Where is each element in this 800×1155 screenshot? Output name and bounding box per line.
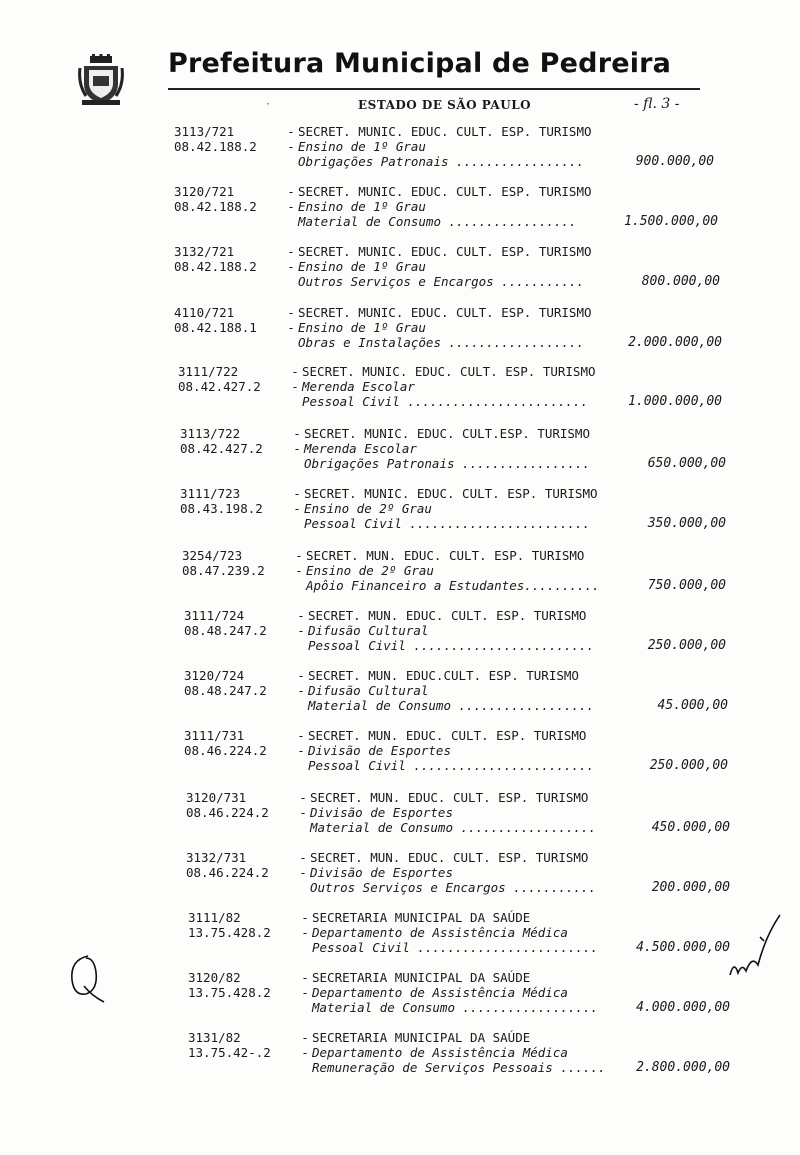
program-name: Difusão Cultural <box>308 683 429 698</box>
program-name: Difusão Cultural <box>308 623 429 638</box>
account-code: 3132/721 <box>174 244 235 259</box>
program-code: 08.47.239.2 <box>182 563 265 578</box>
program-code: 08.46.224.2 <box>184 743 267 758</box>
separator-dash: - <box>301 1045 309 1060</box>
separator-dash: - <box>287 139 295 154</box>
program-name: Ensino de 1º Grau <box>298 259 426 274</box>
handwritten-initial-icon <box>64 950 112 1005</box>
separator-dash: - <box>297 683 305 698</box>
program-code: 13.75.42-.2 <box>188 1045 271 1060</box>
separator-dash: - <box>293 426 301 441</box>
account-code: 3132/731 <box>186 850 247 865</box>
budget-entry <box>184 728 728 773</box>
separator-dash: - <box>297 608 305 623</box>
entry-amount: 4.500.000,00 <box>636 940 730 955</box>
department-name: SECRET. MUN. EDUC. CULT. ESP. TURISMO <box>310 790 589 805</box>
expense-category: Pessoal Civil ........................ <box>308 638 594 653</box>
entry-amount: 350.000,00 <box>647 516 726 531</box>
separator-dash: - <box>301 925 309 940</box>
separator-dash: - <box>287 259 295 274</box>
program-name: Merenda Escolar <box>302 379 415 394</box>
separator-dash: - <box>287 244 295 259</box>
program-name: Divisão de Esportes <box>310 805 453 820</box>
budget-entry <box>182 548 726 593</box>
account-code: 3111/722 <box>178 364 239 379</box>
folio-number: - fl. 3 - <box>634 96 680 112</box>
expense-category: Material de Consumo .................. <box>312 1000 598 1015</box>
entry-amount: 450.000,00 <box>651 820 730 835</box>
separator-dash: - <box>299 790 307 805</box>
program-code: 08.42.427.2 <box>180 441 263 456</box>
account-code: 3111/724 <box>184 608 245 623</box>
expense-category: Obrigações Patronais ................. <box>298 154 584 169</box>
account-code: 3113/721 <box>174 124 235 139</box>
budget-entry <box>184 608 726 653</box>
account-code: 3111/723 <box>180 486 241 501</box>
entry-amount: 2.800.000,00 <box>636 1060 730 1075</box>
expense-category: Pessoal Civil ........................ <box>304 516 590 531</box>
department-name: SECRET. MUNIC. EDUC. CULT. ESP. TURISMO <box>298 244 592 259</box>
separator-dash: - <box>301 1030 309 1045</box>
program-name: Ensino de 1º Grau <box>298 320 426 335</box>
separator-dash: - <box>299 850 307 865</box>
separator-dash: - <box>287 199 295 214</box>
budget-entry <box>180 486 726 531</box>
budget-entry <box>186 850 730 895</box>
separator-dash: - <box>297 743 305 758</box>
budget-entry <box>184 668 728 713</box>
department-name: SECRET. MUNIC. EDUC. CULT. ESP. TURISMO <box>298 305 592 320</box>
program-code: 08.46.224.2 <box>186 865 269 880</box>
expense-category: Pessoal Civil ........................ <box>312 940 598 955</box>
entry-amount: 800.000,00 <box>641 274 720 289</box>
separator-dash: - <box>287 320 295 335</box>
separator-dash: - <box>291 364 299 379</box>
budget-entry <box>186 790 730 835</box>
entry-amount: 200.000,00 <box>651 880 730 895</box>
account-code: 3120/82 <box>188 970 241 985</box>
expense-category: Obrigações Patronais ................. <box>304 456 590 471</box>
separator-dash: - <box>295 563 303 578</box>
entry-amount: 750.000,00 <box>647 578 726 593</box>
account-code: 3111/82 <box>188 910 241 925</box>
separator-dash: - <box>301 970 309 985</box>
expense-category: Apôio Financeiro a Estudantes.......... <box>306 578 600 593</box>
separator-dash: - <box>297 623 305 638</box>
budget-entry <box>180 426 726 471</box>
expense-category: Remuneração de Serviços Pessoais ...... <box>312 1060 606 1075</box>
budget-entry <box>174 244 720 289</box>
program-name: Divisão de Esportes <box>310 865 453 880</box>
account-code: 3120/721 <box>174 184 235 199</box>
account-code: 3120/731 <box>186 790 247 805</box>
budget-entry <box>178 364 722 409</box>
entry-amount: 250.000,00 <box>649 758 728 773</box>
department-name: SECRET. MUNIC. EDUC. CULT.ESP. TURISMO <box>304 426 590 441</box>
separator-dash: - <box>293 501 301 516</box>
program-code: 08.42.188.1 <box>174 320 257 335</box>
expense-category: Material de Consumo .................. <box>308 698 594 713</box>
budget-entry <box>188 910 730 955</box>
program-code: 08.42.188.2 <box>174 199 257 214</box>
separator-dash: - <box>287 305 295 320</box>
budget-entry <box>174 124 714 169</box>
entry-amount: 900.000,00 <box>635 154 714 169</box>
program-name: Departamento de Assistência Médica <box>312 1045 568 1060</box>
budget-entry <box>174 305 722 350</box>
program-code: 08.42.427.2 <box>178 379 261 394</box>
department-name: SECRET. MUN. EDUC. CULT. ESP. TURISMO <box>306 548 585 563</box>
separator-dash: - <box>301 910 309 925</box>
department-name: SECRET. MUN. EDUC.CULT. ESP. TURISMO <box>308 668 579 683</box>
program-code: 13.75.428.2 <box>188 985 271 1000</box>
separator-dash: - <box>291 379 299 394</box>
state-label: ESTADO DE SÃO PAULO <box>358 98 532 112</box>
department-name: SECRETARIA MUNICIPAL DA SAÚDE <box>312 910 531 925</box>
separator-dash: - <box>297 668 305 683</box>
separator-dash: - <box>295 548 303 563</box>
expense-category: Outros Serviços e Encargos ........... <box>310 880 596 895</box>
expense-category: Outros Serviços e Encargos ........... <box>298 274 584 289</box>
program-code: 08.42.188.2 <box>174 139 257 154</box>
page-title: Prefeitura Municipal de Pedreira <box>168 48 672 79</box>
account-code: 3254/723 <box>182 548 243 563</box>
program-name: Ensino de 1º Grau <box>298 139 426 154</box>
department-name: SECRET. MUNIC. EDUC. CULT. ESP. TURISMO <box>298 124 592 139</box>
program-code: 08.48.247.2 <box>184 683 267 698</box>
budget-entry <box>174 184 718 229</box>
budget-entry <box>188 970 730 1015</box>
program-name: Departamento de Assistência Médica <box>312 985 568 1000</box>
department-name: SECRET. MUN. EDUC. CULT. ESP. TURISMO <box>308 608 587 623</box>
program-name: Ensino de 2º Grau <box>306 563 434 578</box>
department-name: SECRET. MUNIC. EDUC. CULT. ESP. TURISMO <box>298 184 592 199</box>
department-name: SECRET. MUNIC. EDUC. CULT. ESP. TURISMO <box>304 486 598 501</box>
entry-amount: 1.500.000,00 <box>624 214 718 229</box>
entry-amount: 650.000,00 <box>647 456 726 471</box>
stray-mark: · <box>265 99 272 110</box>
program-name: Ensino de 2º Grau <box>304 501 432 516</box>
budget-entry <box>188 1030 730 1075</box>
account-code: 3131/82 <box>188 1030 241 1045</box>
department-name: SECRET. MUN. EDUC. CULT. ESP. TURISMO <box>310 850 589 865</box>
entry-amount: 4.000.000,00 <box>636 1000 730 1015</box>
program-code: 08.43.198.2 <box>180 501 263 516</box>
account-code: 4110/721 <box>174 305 235 320</box>
department-name: SECRET. MUNIC. EDUC. CULT. ESP. TURISMO <box>302 364 596 379</box>
separator-dash: - <box>299 865 307 880</box>
department-name: SECRETARIA MUNICIPAL DA SAÚDE <box>312 1030 531 1045</box>
entry-amount: 45.000,00 <box>657 698 728 713</box>
program-code: 08.46.224.2 <box>186 805 269 820</box>
expense-category: Obras e Instalações .................. <box>298 335 584 350</box>
separator-dash: - <box>299 805 307 820</box>
program-name: Merenda Escolar <box>304 441 417 456</box>
account-code: 3111/731 <box>184 728 245 743</box>
entry-amount: 250.000,00 <box>647 638 726 653</box>
program-code: 08.42.188.2 <box>174 259 257 274</box>
department-name: SECRET. MUN. EDUC. CULT. ESP. TURISMO <box>308 728 587 743</box>
program-name: Ensino de 1º Grau <box>298 199 426 214</box>
account-code: 3113/722 <box>180 426 241 441</box>
account-code: 3120/724 <box>184 668 245 683</box>
entry-amount: 2.000.000,00 <box>628 335 722 350</box>
separator-dash: - <box>293 486 301 501</box>
program-name: Divisão de Esportes <box>308 743 451 758</box>
program-code: 13.75.428.2 <box>188 925 271 940</box>
separator-dash: - <box>301 985 309 1000</box>
program-code: 08.48.247.2 <box>184 623 267 638</box>
separator-dash: - <box>297 728 305 743</box>
entry-amount: 1.000.000,00 <box>628 394 722 409</box>
expense-category: Material de Consumo .................. <box>310 820 596 835</box>
separator-dash: - <box>287 124 295 139</box>
expense-category: Pessoal Civil ........................ <box>302 394 588 409</box>
expense-category: Pessoal Civil ........................ <box>308 758 594 773</box>
program-name: Departamento de Assistência Médica <box>312 925 568 940</box>
department-name: SECRETARIA MUNICIPAL DA SAÚDE <box>312 970 531 985</box>
handwritten-signature-icon <box>710 905 800 985</box>
separator-dash: - <box>287 184 295 199</box>
expense-category: Material de Consumo ................. <box>298 214 577 229</box>
separator-dash: - <box>293 441 301 456</box>
